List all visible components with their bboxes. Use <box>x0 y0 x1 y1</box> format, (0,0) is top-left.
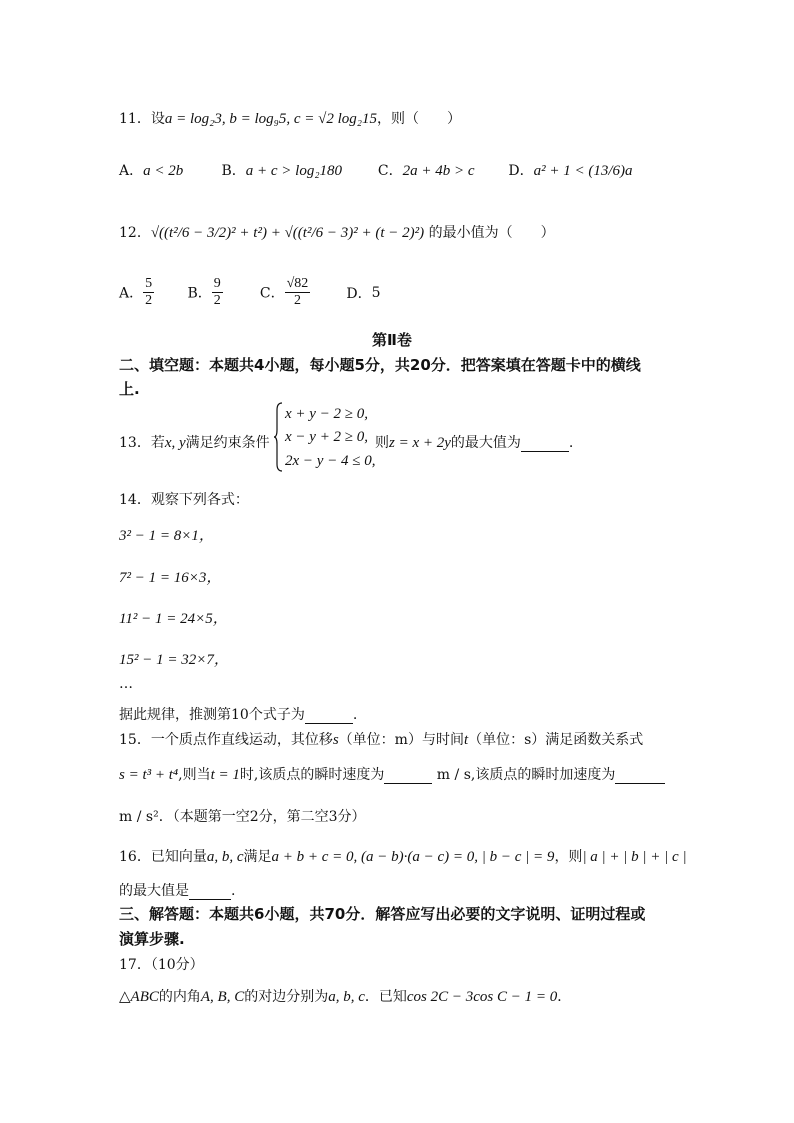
constraint-2: x − y + 2 ≥ 0, <box>285 429 369 445</box>
q11-stem: 11．设a = log₂3, b = log₉5, c = √2 log₂15，则（ ） <box>119 111 461 127</box>
q14-formula-3: 11² − 1 = 24×5， <box>119 611 228 627</box>
q11-option-d[interactable]: D．a² + 1 < (13/6)a <box>508 163 633 179</box>
q15-line-1: 15．一个质点作直线运动，其位移s（单位：m）与时间t（单位：s）满足函数关系式 <box>119 732 644 748</box>
q11-option-c[interactable]: C．2a + 4b > c <box>377 163 475 179</box>
q14-answer-blank[interactable] <box>305 707 353 724</box>
q14-formula-2: 7² − 1 = 16×3， <box>119 570 222 586</box>
q16-line-2: 的最大值是 . <box>119 883 236 899</box>
q15-acceleration-blank[interactable] <box>615 767 665 784</box>
q15-line-3: m / s²．（本题第一空2分，第二空3分） <box>119 809 366 825</box>
q15-velocity-blank[interactable] <box>384 767 432 784</box>
constraint-3: 2x − y − 4 ≤ 0, <box>285 453 376 469</box>
constraint-1: x + y − 2 ≥ 0, <box>285 406 369 422</box>
q16-answer-blank[interactable] <box>189 883 231 900</box>
q12-option-b[interactable]: B． $\frac{9}{2}$ <box>187 276 221 309</box>
q15-line-2: s = t³ + t⁴,则当t = 1时,该质点的瞬时速度为 m / s,该质点的瞬时加速度为 <box>119 764 665 784</box>
section2-heading: 二、填空题：本题共4小题，每小题5分，共20分．把答案填在答题卡中的横线 <box>119 356 641 374</box>
q11-options <box>119 160 633 180</box>
section2-heading-cont: 上. <box>119 380 140 398</box>
q11-option-b[interactable]: B．a + c > log₂180 <box>221 163 343 179</box>
q14-conclusion: 据此规律，推测第10个式子为 . <box>119 707 358 723</box>
q12-option-d[interactable]: D．5 <box>346 284 381 302</box>
section3-heading-cont: 演算步骤. <box>119 930 185 948</box>
volume-title: 第Ⅱ卷 <box>372 331 412 349</box>
q17-stem: △ABC的内角A, B, C的对边分别为a, b, c．已知cos 2C − 3cos C − 1 = 0． <box>119 989 572 1005</box>
q14-intro: 14．观察下列各式： <box>119 492 249 508</box>
left-brace-icon <box>274 402 284 472</box>
q12-option-c[interactable]: C． $\frac{√82}{2}$ <box>259 276 309 309</box>
q14-ellipsis: … <box>119 676 133 692</box>
q16-stem: 16．已知向量a, b, c满足a + b + c = 0, (a − b)·(a − c) = 0, | b − c | = 9，则| a | + | b | + | c | <box>119 849 687 865</box>
q12-stem: 12．√((t²/6 − 3/2)² + t²) + √((t²/6 − 3)² + (t − 2)²) 的最小值为（ ） <box>119 225 555 241</box>
q12-expression: √((t²/6 − 3/2)² + t²) + √((t²/6 − 3)² + (t − 2)²) <box>150 225 425 241</box>
q13-constraint-system <box>274 402 384 472</box>
q11-expression: a = log₂3, b = log₉5, c = √2 log₂15 <box>164 111 377 127</box>
q12-options <box>119 276 381 309</box>
q13-answer-blank[interactable] <box>521 435 569 452</box>
q13-objective: 则z = x + 2y的最大值为 . <box>375 435 574 451</box>
section3-heading: 三、解答题：本题共6小题，共70分．解答应写出必要的文字说明、证明过程或 <box>119 905 646 923</box>
q14-formula-1: 3² − 1 = 8×1， <box>119 528 214 544</box>
q11-option-a[interactable]: A．a < 2b <box>119 163 184 179</box>
q14-formula-4: 15² − 1 = 32×7， <box>119 652 229 668</box>
q12-option-a[interactable]: A． $\frac{5}{2}$ <box>119 276 153 309</box>
q13-stem: 13．若x, y满足约束条件 <box>119 435 270 451</box>
q17-header: 17．（10分） <box>119 957 204 973</box>
